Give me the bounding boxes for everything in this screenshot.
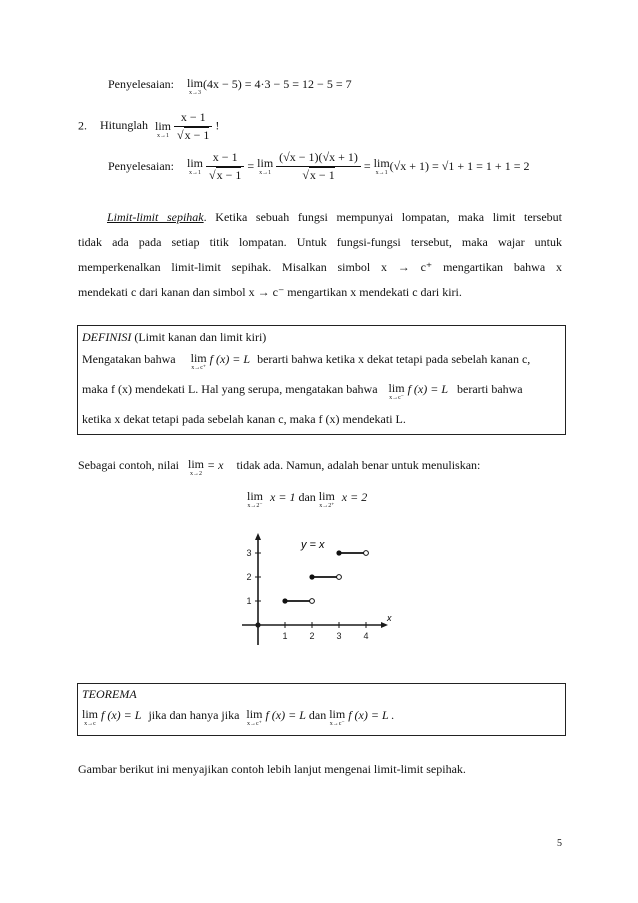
definition-line-1: Mengatakan bahwa lim x→c⁺ f (x) = L berarti bahwa ketika x dekat tetapi pada sebelah kanan c, (82, 351, 531, 371)
paragraph-line: mendekati c dari kanan dan simbol x → c⁻ mengartikan x mendekati c dari kiri. (78, 285, 462, 299)
y-axis-arrow (255, 533, 261, 540)
solution-fraction-2: $\frac{(√x - 1)(√x + 1)}{√x - 1}$ (276, 150, 361, 183)
solution-label: Penyelesaian: (108, 159, 174, 173)
step-segments (282, 550, 368, 603)
limit-operator: lim x→1 (155, 119, 172, 139)
x-tick-label: 2 (309, 631, 315, 641)
example3-intro: Sebagai contoh, nilai lim x→2 = x tidak ada. Namun, adalah benar untuk menuliskan: (78, 457, 481, 477)
limit-operator: lim x→3 (186, 76, 203, 96)
question-text: Hitunglah (100, 118, 148, 133)
open-endpoint (337, 575, 342, 580)
limit-operator: lim x→2⁺ (318, 489, 335, 509)
open-endpoint (364, 551, 369, 556)
solution-label: Penyelesaian: (108, 77, 174, 91)
closed-endpoint (336, 550, 341, 555)
closed-endpoint (309, 574, 314, 579)
limit-operator: lim x→2 (187, 457, 204, 477)
closing-sentence: Gambar berikut ini menyajikan contoh lebih lanjut mengenai limit-limit sepihak. (78, 762, 466, 776)
definition-title: DEFINISI (Limit kanan dan limit kiri) (82, 330, 267, 344)
open-endpoint (310, 599, 315, 604)
solution-step3: (√x + 1) = (389, 159, 439, 173)
x-tick-label: 1 (282, 631, 288, 641)
greatest-integer-graph (240, 530, 400, 650)
x-tick-label: 4 (363, 631, 369, 641)
page-number: 5 (557, 838, 562, 849)
section-title: Limit-limit sepihak (107, 210, 204, 224)
limit-operator: lim x→c (82, 707, 99, 727)
theorem-title: TEOREMA (82, 687, 137, 701)
paragraph-line: . Ketika sebuah fungsi mempunyai lompatan, maka limit tersebut (203, 210, 562, 224)
limit-operator: lim x→c⁺ (190, 351, 207, 371)
limit-operator: lim x→1 (373, 156, 390, 176)
one-sided-limits-paragraph (78, 205, 562, 305)
question-number: 2. (78, 118, 87, 133)
limit-operator: lim x→1 (257, 156, 274, 176)
y-tick-label: 2 (246, 572, 252, 582)
x-tick-label: 3 (336, 631, 342, 641)
limit-operator: lim x→c⁻ (388, 381, 405, 401)
theorem-statement: lim x→c f (x) = L jika dan hanya jika lim x→c⁺ f (x) = L dan lim x→c⁻ f (x) = L . (82, 707, 395, 727)
limit-operator: lim x→2⁻ (247, 489, 264, 509)
question-fraction: $\frac{x - 1}{√x - 1}$ (174, 110, 212, 143)
y-tick-label: 1 (246, 596, 252, 606)
axis-ticks (246, 548, 368, 641)
paragraph-line: memperkenalkan limit-limit sepihak. Misalkan simbol x → c⁺ mengartikan bahwa x (78, 260, 562, 274)
limit-operator: lim x→c⁺ (246, 707, 263, 727)
example2-solution: Penyelesaian: lim x→1 $\frac{x - 1}{√x - 1}$ = lim x→1 $\frac{(√x - 1)(√x + 1)}{√x - 1}$ = lim x→1 (√x + 1) = √1 + 1 = 1 + 1 = 2 (108, 150, 530, 182)
x-axis-label: x (387, 613, 392, 623)
limit-operator: lim x→1 (186, 156, 203, 176)
example1-solution (108, 77, 352, 96)
solution-fraction-1: $\frac{x - 1}{√x - 1}$ (206, 150, 244, 183)
closed-endpoint (282, 598, 287, 603)
definition-line-3: ketika x dekat tetapi pada sebelah kanan c, maka f (x) mendekati L. (82, 412, 406, 426)
limit-operator: lim x→c⁻ (329, 707, 346, 727)
origin-point (255, 622, 260, 627)
solution-step4: 1 + 1 = 1 + 1 = 2 (448, 159, 530, 173)
example3-centered-limits: lim x→2⁻ x = 1 dan lim x→2⁺ x = 2 (247, 489, 368, 509)
definition-box (77, 325, 566, 435)
definition-line-2: maka f (x) mendekati L. Hal yang serupa, mengatakan bahwa lim x→c⁻ f (x) = L berarti bahwa (82, 381, 523, 401)
exclamation: ! (215, 118, 220, 133)
paragraph-line: tidak ada pada setiap titik lompatan. Untuk fungsi-fungsi tersebut, maka wajar untuk (78, 235, 562, 249)
function-label: y = x (301, 539, 325, 551)
theorem-box (77, 683, 566, 736)
y-tick-label: 3 (246, 548, 252, 558)
example1-expression: (4x − 5) = 4·3 − 5 = 12 − 5 = 7 (203, 77, 352, 91)
example2-question (78, 110, 219, 143)
